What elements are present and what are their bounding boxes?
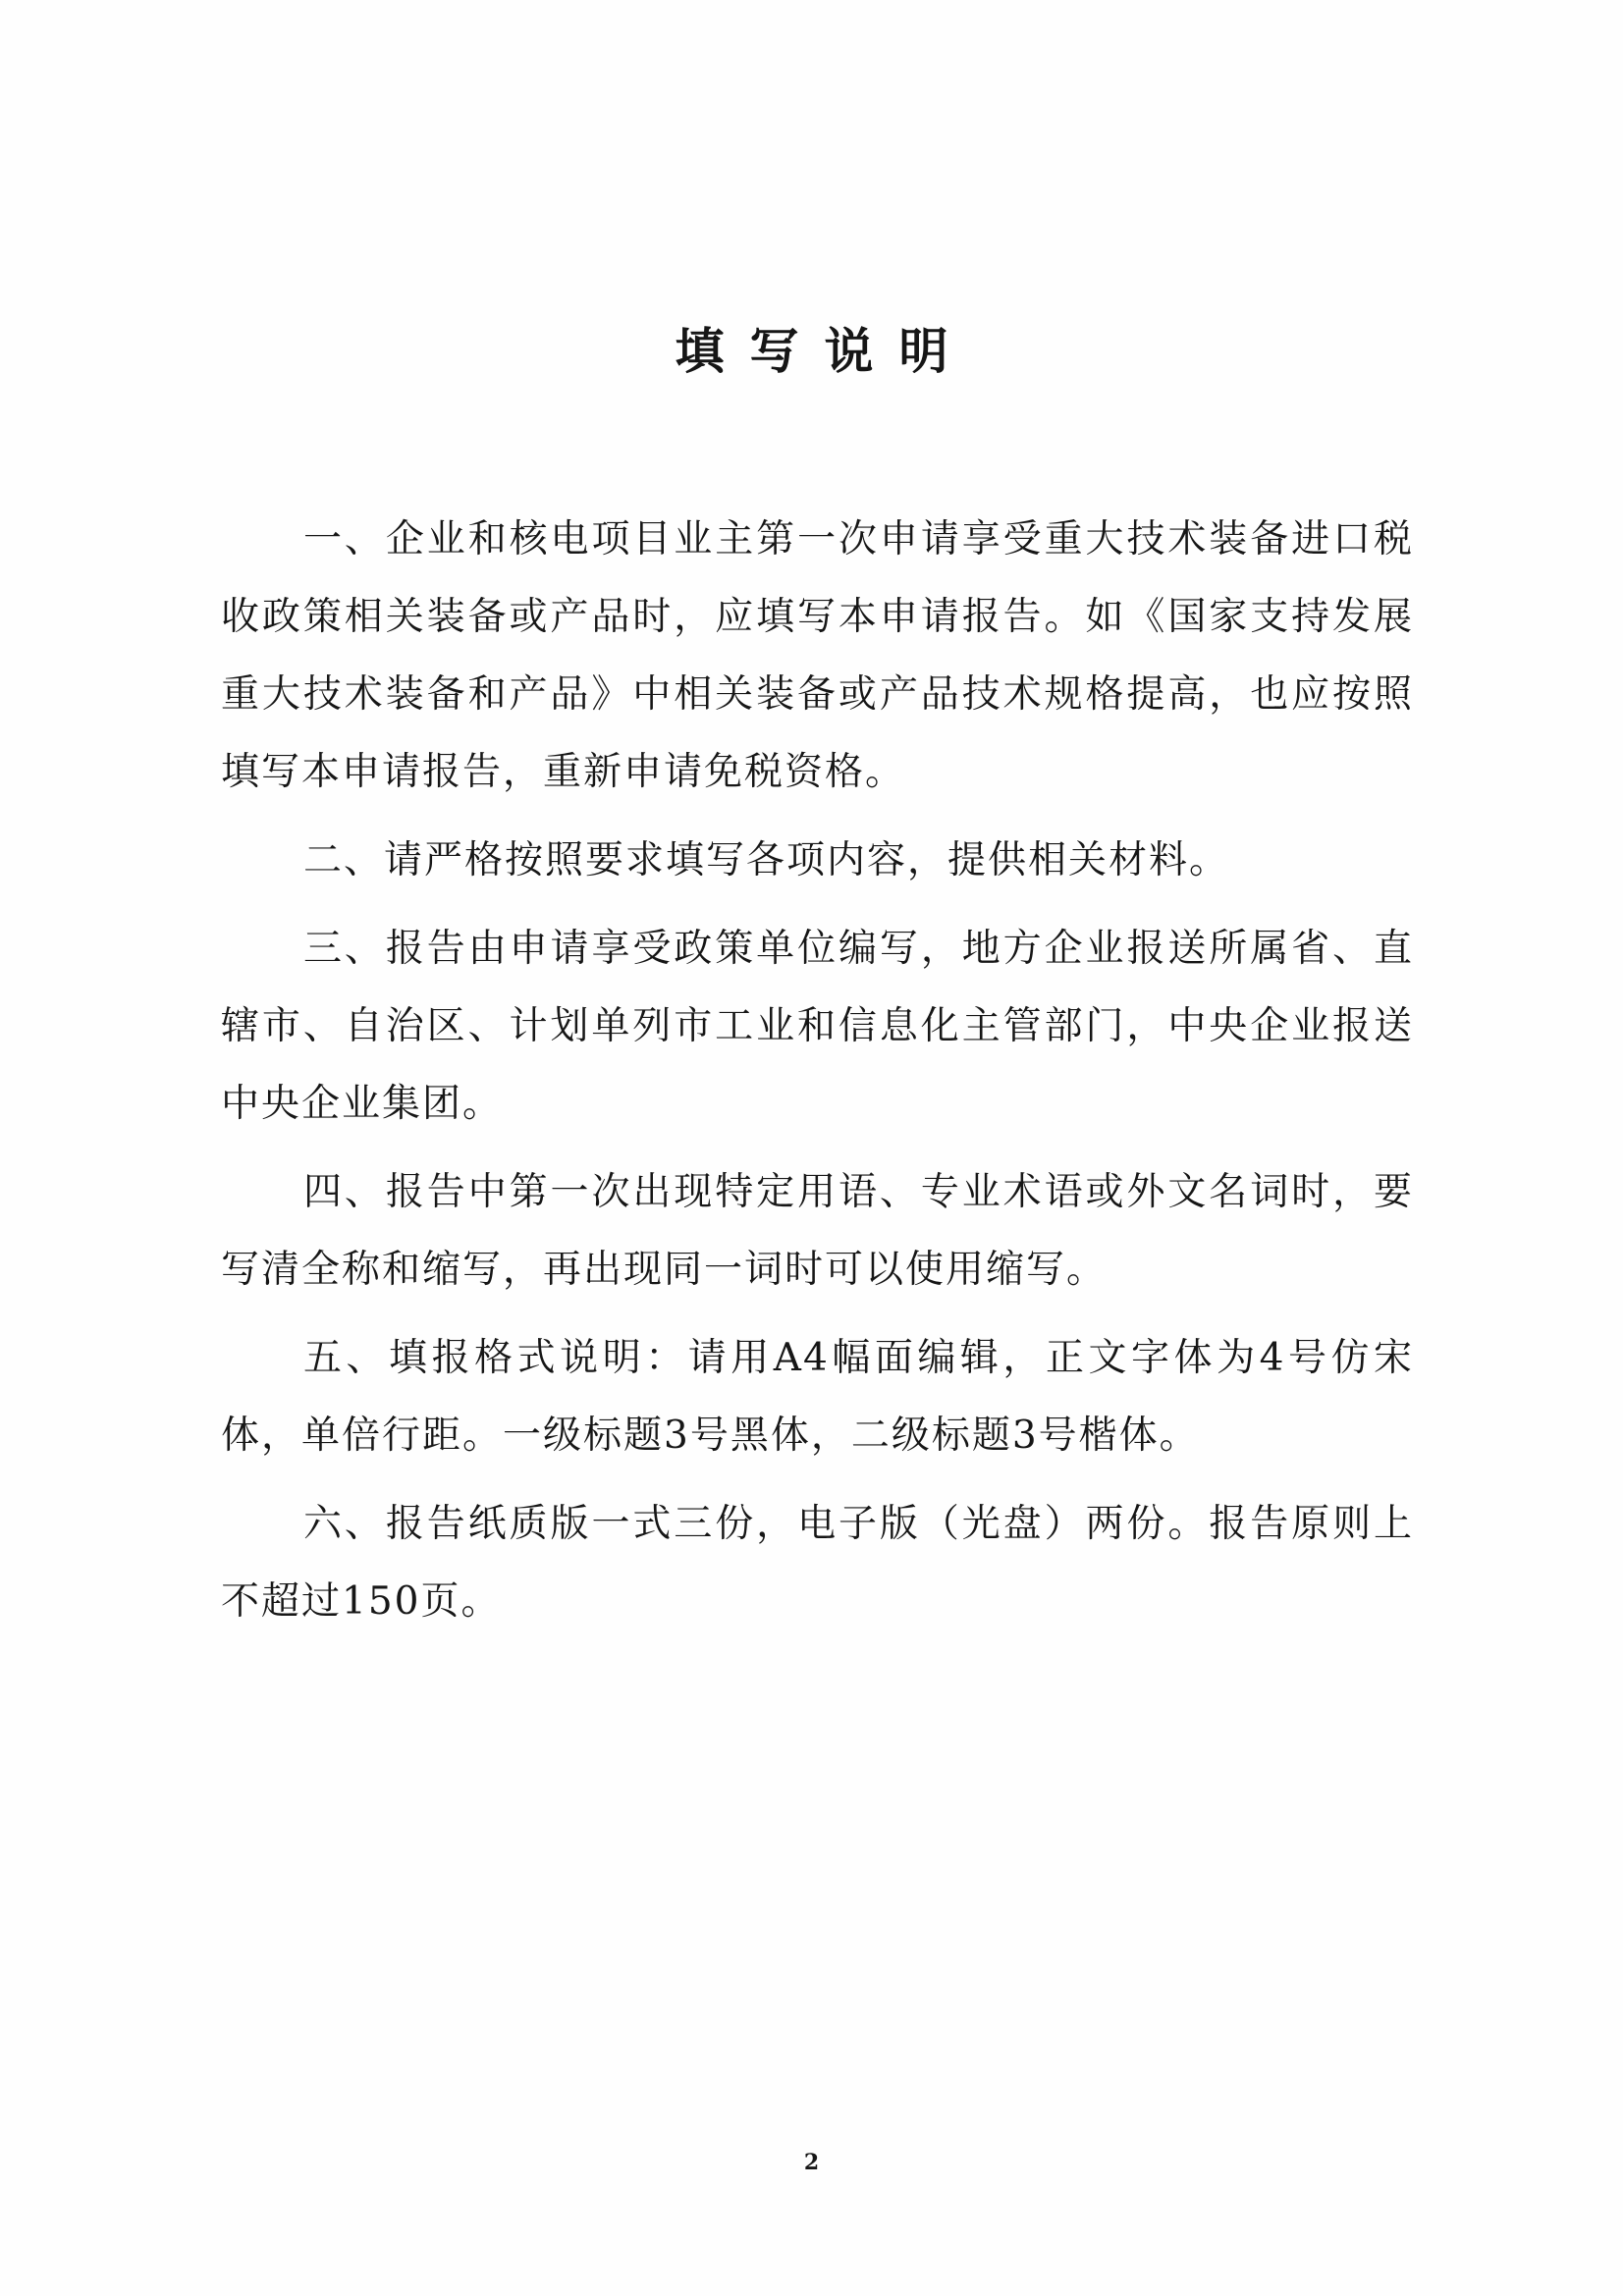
instruction-paragraph-4: 四、报告中第一次出现特定用语、专业术语或外文名词时，要写清全称和缩写，再出现同一词时可以使用缩写。 bbox=[221, 1170, 1414, 1292]
page-title: 填写说明 bbox=[675, 323, 974, 380]
page-number: 2 bbox=[803, 2150, 820, 2175]
instruction-paragraph-2: 二、请严格按照要求填写各项内容，提供相关材料。 bbox=[303, 838, 1230, 882]
instruction-paragraph-5: 五、填报格式说明：请用A4幅面编辑，正文字体为4号仿宋体，单倍行距。一级标题3号黑体，二级标题3号楷体。 bbox=[221, 1336, 1414, 1458]
instruction-paragraph-1: 一、企业和核电项目业主第一次申请享受重大技术装备进口税收政策相关装备或产品时，应填写本申请报告。如《国家支持发展重大技术装备和产品》中相关装备或产品技术规格提高，也应按照填写本申请报告，重新申请免税资格。 bbox=[221, 517, 1414, 794]
instruction-paragraph-6: 六、报告纸质版一式三份，电子版（光盘）两份。报告原则上不超过150页。 bbox=[221, 1502, 1414, 1624]
instruction-paragraph-3: 三、报告由申请享受政策单位编写，地方企业报送所属省、直辖市、自治区、计划单列市工业和信息化主管部门，中央企业报送中央企业集团。 bbox=[221, 927, 1414, 1126]
instructions-body bbox=[221, 501, 1414, 1651]
